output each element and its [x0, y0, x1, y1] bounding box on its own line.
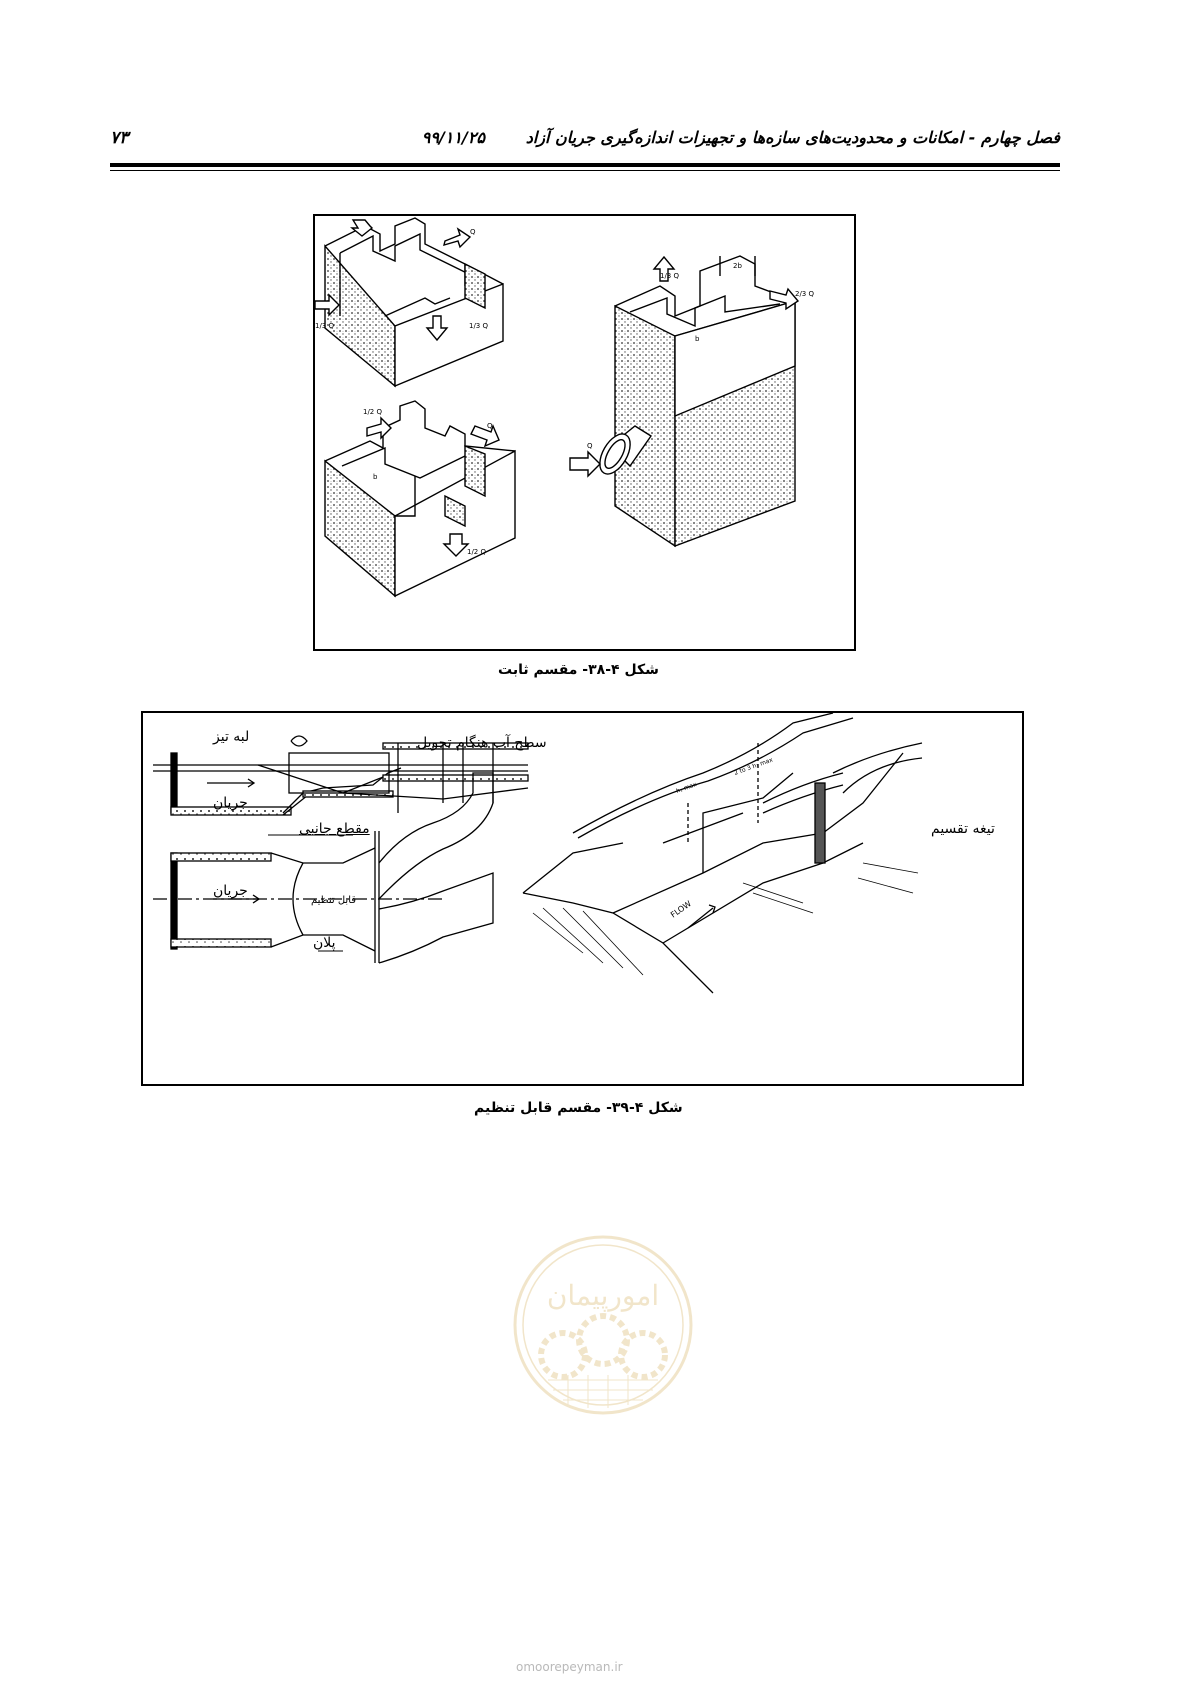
fig1-2b-label: 2b: [733, 262, 742, 270]
header-rule-thin: [110, 170, 1060, 171]
fig2-sharp-edge-label: لبه تیز: [213, 729, 250, 745]
fig2-side-section-label: مقطع جانبی: [299, 821, 370, 837]
box2-left-wall: [325, 461, 395, 596]
fig1-third-q-label-2: 1/3 Q: [469, 322, 489, 330]
box1-left-wall: [325, 246, 395, 386]
fig1-q-label-1: Q: [470, 228, 476, 236]
fig1-half-q-label-2: 1/2 Q: [467, 548, 487, 556]
fixed-divider-drawing: [315, 216, 854, 649]
fig2-range-label: 2 to 3 h₁ max: [733, 756, 774, 777]
fig1-b-label-2: b: [695, 335, 700, 343]
page-header: [110, 128, 1060, 154]
header-date: ۹۹/۱۱/۲۵: [421, 128, 485, 147]
watermark-logo-text: امورپیمان: [546, 1279, 660, 1312]
fig2-adjustable-label: قابل تنظیم: [311, 895, 357, 906]
fig1-third-q-label-3: 1/3 Q: [660, 272, 680, 280]
fig1-two-third-q-label: 2/3 Q: [795, 290, 815, 298]
watermark-logo: [508, 1230, 698, 1420]
adjustable-divider-drawing: [143, 713, 1022, 1084]
fig2-plan-label: پلان: [313, 935, 336, 951]
fig2-divider-blade-label: تیغه تقسیم: [931, 821, 995, 837]
fig1-half-q-label: 1/2 Q: [363, 408, 383, 416]
box3-left-wall: [615, 306, 675, 546]
watermark-site: omoorepeyman.ir: [516, 1660, 623, 1674]
box1-front-wall: [395, 284, 503, 386]
figure-fixed-divider: [313, 214, 856, 651]
fig1-third-q-label: 1/3 Q: [315, 322, 335, 330]
fig2-flow-plan-label: جریان: [213, 883, 248, 899]
gear-logo-icon: [508, 1230, 698, 1420]
fig2-water-surface-label: سطح آب هنگام تحویل: [417, 735, 547, 751]
chapter-title: فصل چهارم - امکانات و محدودیت‌های سازه‌ها و تجهیزات اندازه‌گیری جریان آزاد: [525, 128, 1060, 147]
fig1-b-label-1: b: [373, 473, 378, 481]
figure1-caption: شکل ۴-۳۸- مقسم ثابت: [498, 662, 659, 678]
header-rule-thick: [110, 163, 1060, 167]
fig2-hmax-label: h₁ max: [675, 781, 698, 795]
figure-adjustable-divider: [141, 711, 1024, 1086]
page-number: ۷۳: [110, 128, 129, 148]
fig1-q-label-3: Q: [587, 442, 593, 450]
figure2-caption: شکل ۴-۳۹- مقسم قابل تنظیم: [474, 1100, 683, 1116]
fig2-flow-top-label: جریان: [213, 795, 248, 811]
fig2-flow-en-label: FLOW: [668, 899, 693, 920]
fig1-q-label-2: Q: [487, 422, 493, 430]
